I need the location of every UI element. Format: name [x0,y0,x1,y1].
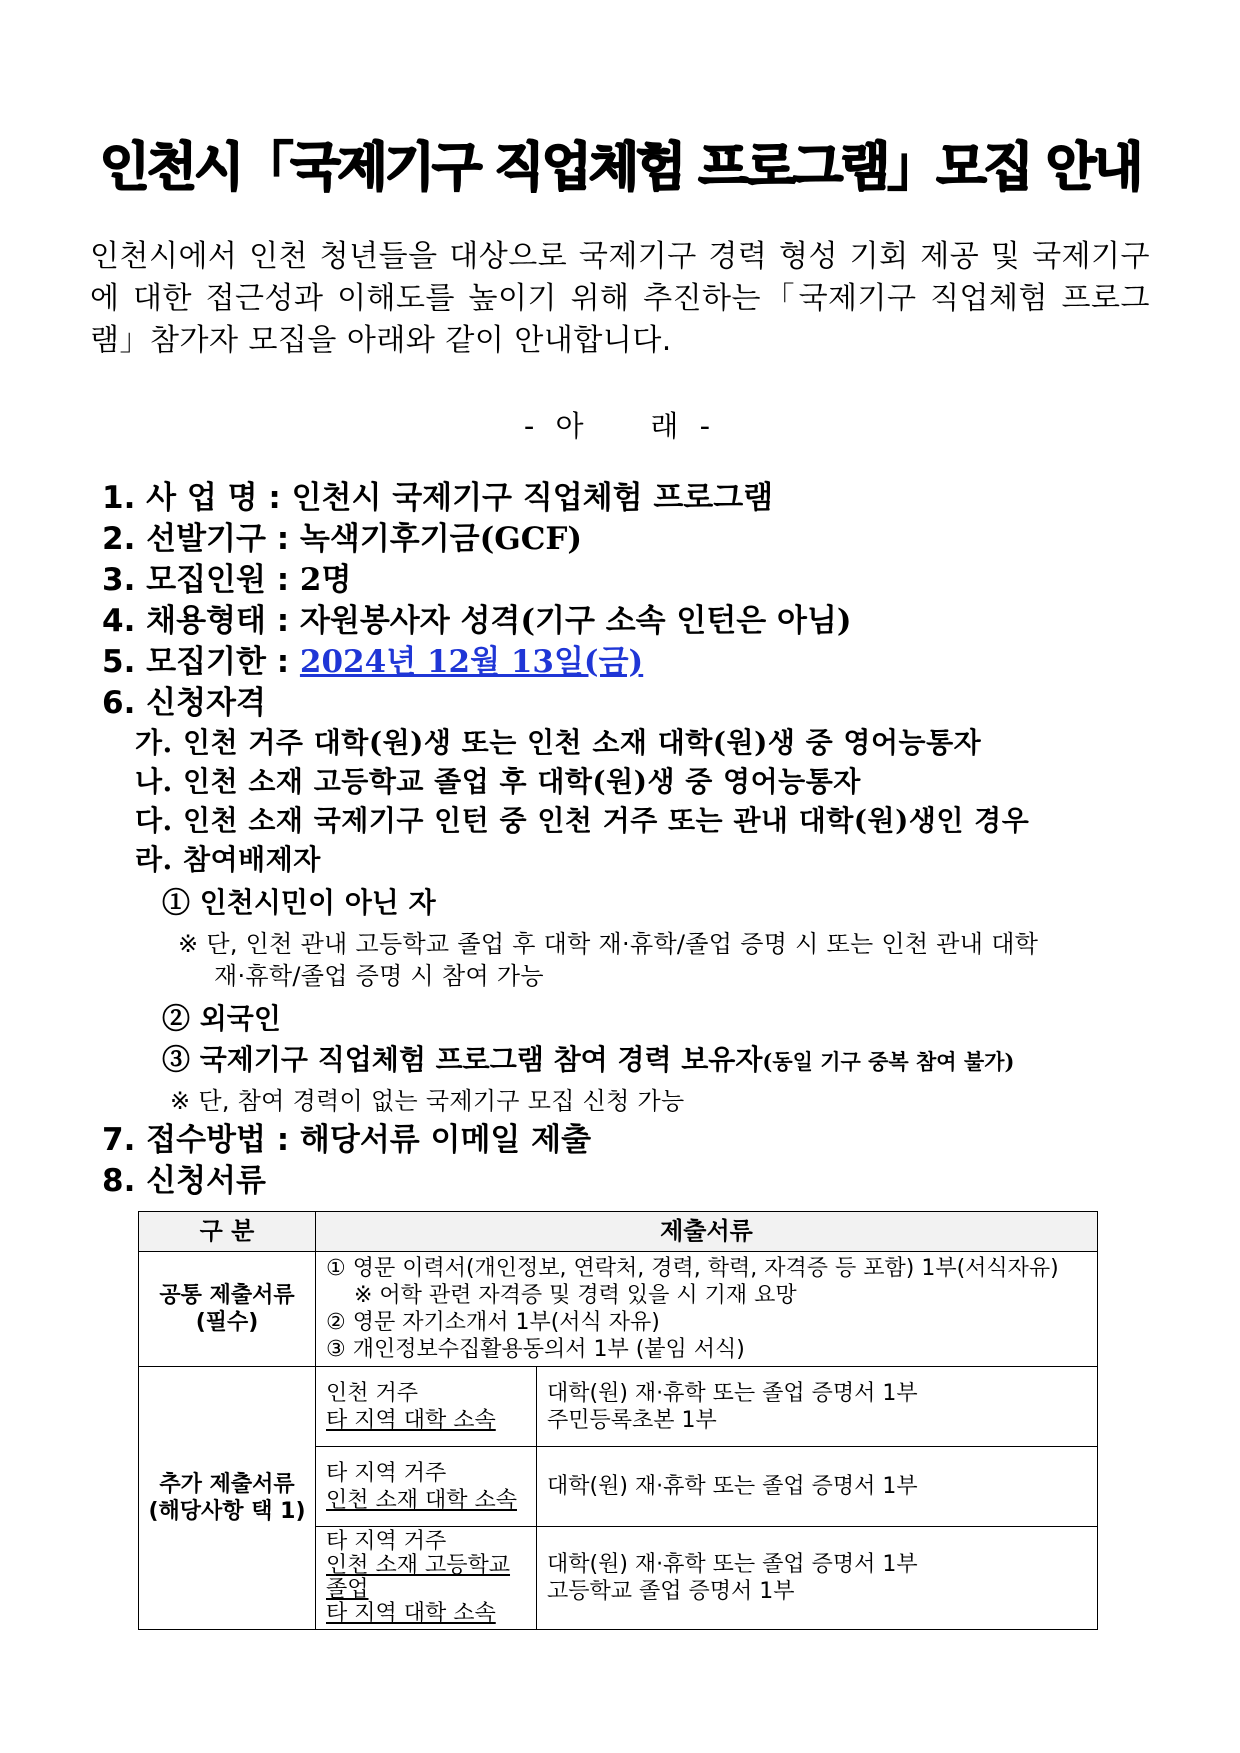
doc-line: 대학(원) 재·휴학 또는 졸업 증명서 1부 [547,1380,918,1406]
deadline-link[interactable]: 2024년 12월 13일(금) [299,644,644,680]
doc-line: ※ 어학 관련 자격증 및 경력 있을 시 기재 요망 [354,1283,797,1308]
category-common [139,1252,316,1367]
item-submission-method [102,1120,591,1160]
intro-paragraph: 인천시에서 인천 청년들을 대상으로 국제기구 경력 형성 기회 제공 및 국제기구에 대한 접근성과 이해도를 높이기 위해 추진하는「국제기구 직업체험 프로그램」참가자 모집을 아래와 같이 안내합니다. [90,239,1150,358]
condition-line: 타 지역 거주 [326,1460,447,1486]
item-value: 자원봉사자 성격(기구 소속 인턴은 아님) [299,603,852,639]
exclusion-2 [162,1000,281,1038]
item-business-name [102,478,773,518]
item-label: 7. 접수방법 : [102,1122,290,1158]
header-category: 구 분 [139,1212,316,1252]
eligibility-b: 나. 인천 소재 고등학교 졸업 후 대학(원)생 중 영어능통자 [135,765,861,798]
condition-line: 타 지역 거주 [326,1529,447,1554]
item-recruit-count [102,560,351,600]
doc-line: ③ 개인정보수집활용동의서 1부 (붙임 서식) [326,1337,745,1362]
condition-line: 인천 거주 [326,1380,419,1406]
condition-line: 인천 소재 고등학교 졸업 [326,1553,511,1602]
item-documents [102,1161,266,1201]
eligibility-c: 다. 인천 소재 국제기구 인턴 중 인천 거주 또는 관내 대학(원)생인 경우 [135,804,1030,837]
category-line: (필수) [195,1310,259,1335]
item-value: 해당서류 이메일 제출 [299,1122,592,1158]
exclusion-note-2: ※ 단, 참여 경력이 없는 국제기구 모집 신청 가능 [170,1087,685,1115]
section-divider-label: - 아 래 - [523,409,717,443]
exclusion-1 [162,884,436,922]
table-row-common [139,1252,1098,1367]
exclusion-text: ② 외국인 [162,1002,281,1035]
item-deadline [102,642,643,682]
item-label: 3. 모집인원 : [102,562,290,598]
eligibility-d: 라. 참여배제자 [135,843,321,876]
item-selection-org [102,519,582,559]
page-title: 인천시「국제기구 직업체험 프로그램」모집 안내 [99,138,1141,198]
item-label: 8. 신청서류 [102,1163,266,1199]
item-value: 2명 [299,562,352,598]
docs-cell [537,1447,1098,1527]
header-documents: 제출서류 [316,1212,1098,1252]
category-additional [139,1367,316,1630]
item-value: 인천시 국제기구 직업체험 프로그램 [291,480,774,516]
exclusion-text: ① 인천시민이 아닌 자 [162,886,436,919]
doc-line: ② 영문 자기소개서 1부(서식 자유) [326,1310,660,1335]
doc-line: ① 영문 이력서(개인정보, 연락처, 경력, 학력, 자격증 등 포함) 1부(서식자유) [326,1256,1059,1281]
documents-table [138,1211,1098,1630]
condition-line: 타 지역 대학 소속 [326,1407,496,1433]
note-line: ※ 단, 인천 관내 고등학교 졸업 후 대학 재·휴학/졸업 증명 시 또는 인천 관내 대학 [178,930,1039,958]
item-label: 2. 선발기구 : [102,521,290,557]
category-line: 추가 제출서류 [159,1472,295,1497]
category-line: 공통 제출서류 [159,1283,295,1308]
exclusion-subtext: (동일 기구 중복 참여 불가) [762,1049,1015,1074]
condition-cell [316,1447,537,1527]
condition-line: 인천 소재 대학 소속 [326,1487,517,1513]
item-eligibility [102,683,266,723]
exclusion-text: ③ 국제기구 직업체험 프로그램 참여 경력 보유자 [162,1043,763,1076]
doc-line: 대학(원) 재·휴학 또는 졸업 증명서 1부 [547,1474,918,1499]
item-value: 녹색기후기금(GCF) [299,521,583,557]
item-label: 1. 사 업 명 : [102,480,281,516]
table-header-row [139,1212,1098,1252]
condition-cell [316,1367,537,1447]
docs-cell [537,1527,1098,1630]
doc-line: 대학(원) 재·휴학 또는 졸업 증명서 1부 [547,1552,918,1577]
table-row-additional-1 [139,1367,1098,1447]
eligibility-a: 가. 인천 거주 대학(원)생 또는 인천 소재 대학(원)생 중 영어능통자 [135,726,982,759]
docs-cell [537,1367,1098,1447]
item-label: 4. 채용형태 : [102,603,290,639]
condition-cell [316,1527,537,1630]
item-employment-type [102,601,852,641]
exclusion-3 [162,1041,1014,1081]
common-docs-cell [316,1252,1098,1367]
item-label: 5. 모집기한 : [102,644,290,680]
category-line: (해당사항 택 1) [148,1499,306,1524]
condition-line: 타 지역 대학 소속 [326,1601,496,1626]
doc-line: 고등학교 졸업 증명서 1부 [547,1579,795,1604]
note-line: 재·휴학/졸업 증명 시 참여 가능 [214,962,544,990]
doc-line: 주민등록초본 1부 [547,1407,717,1433]
item-label: 6. 신청자격 [102,685,266,721]
exclusion-note-1 [178,928,1153,992]
